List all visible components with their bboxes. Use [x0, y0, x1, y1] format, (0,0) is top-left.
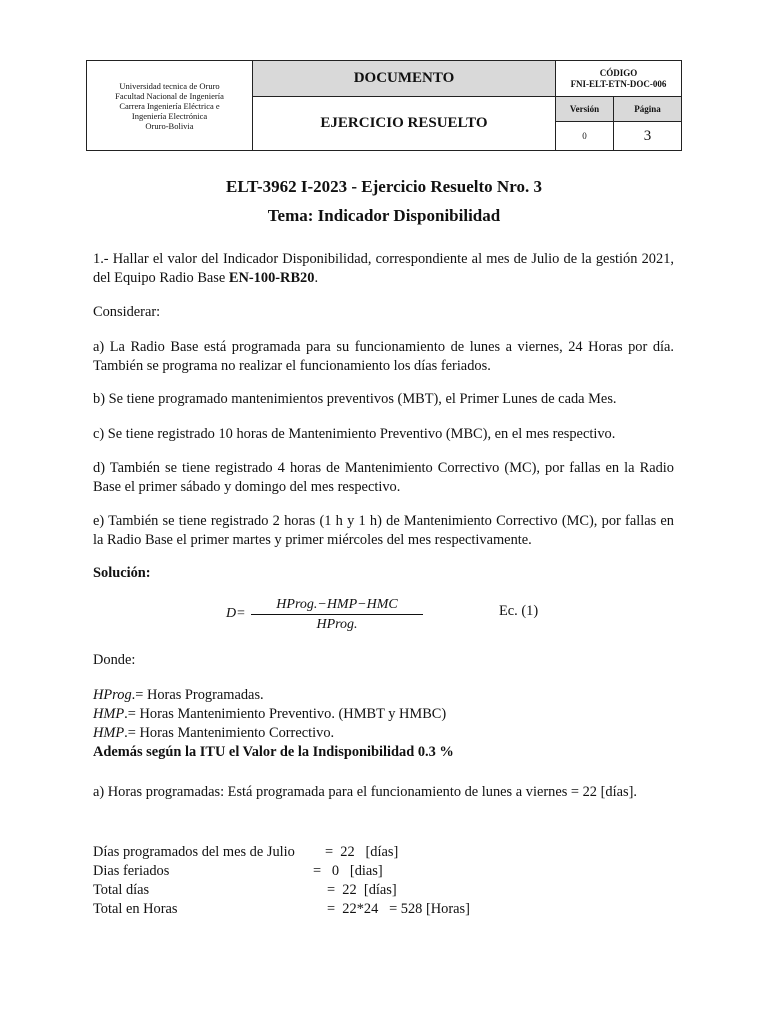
- definition-item: [93, 686, 693, 705]
- code-cell: [556, 61, 681, 97]
- equation-numerator: HProg.−HMP−HMC: [251, 597, 423, 615]
- equipment-code: EN-100-RB20: [228, 270, 315, 286]
- version-label: Versión: [556, 97, 614, 122]
- definition-item: [93, 724, 693, 743]
- item-c: c) Se tiene registrado 10 horas de Mantenimiento Preventivo (MBC), en el mes respectivo.: [93, 426, 616, 442]
- equation-denominator: HProg.: [316, 617, 358, 632]
- definition-text: .= Horas Mantenimiento Correctivo.: [124, 725, 335, 741]
- university-line: Ingeniería Electrónica: [131, 110, 208, 121]
- definition-text: .= Horas Programadas.: [131, 687, 264, 703]
- university-info: [87, 61, 253, 150]
- table-row: [93, 843, 513, 862]
- row-label: Total días: [93, 882, 150, 898]
- university-line: Facultad Nacional de Ingeniería: [115, 90, 224, 101]
- solucion-label: Solución:: [93, 565, 151, 581]
- problem-intro: 1.- Hallar el valor del Indicador Disponibilidad, correspondiente al mes de Julio de la gestión 2021, del Equipo Radio Base: [93, 251, 674, 286]
- days-table: [93, 843, 513, 919]
- table-row: [93, 862, 513, 881]
- document-label: DOCUMENTO: [253, 61, 556, 97]
- table-row: [93, 900, 513, 919]
- equation-lhs: D=: [226, 606, 246, 621]
- document-title: ELT-3962 I-2023 - Ejercicio Resuelto Nro. 3: [226, 177, 542, 196]
- document-header-table: [86, 60, 682, 151]
- code-label: CÓDIGO: [599, 67, 638, 78]
- donde-label: Donde:: [93, 652, 136, 668]
- row-label: Dias feriados: [93, 863, 170, 879]
- document-subtitle: Tema: Indicador Disponibilidad: [267, 206, 501, 225]
- definition-text: .= Horas Mantenimiento Preventivo. (HMBT y HMBC): [124, 706, 447, 722]
- problem-statement: [93, 250, 674, 288]
- row-value: = 22 [días]: [325, 844, 399, 860]
- definition-symbol: HMP: [93, 725, 125, 741]
- problem-intro-end: .: [314, 270, 319, 286]
- version-value: 0: [556, 122, 614, 150]
- definition-symbol: HMP: [93, 706, 125, 722]
- page-label: Página: [614, 97, 681, 122]
- item-d: d) También se tiene registrado 4 horas de Mantenimiento Correctivo (MC), por fallas en la Radio Base el primer sábado y domingo del mes respectivo.: [93, 460, 674, 495]
- definition-symbol: HProg: [93, 687, 132, 703]
- university-line: Carrera Ingeniería Eléctrica e: [119, 100, 220, 111]
- definition-item: [93, 705, 693, 724]
- equation-fraction: [251, 597, 423, 633]
- row-value: = 0 [dias]: [313, 863, 383, 879]
- equation-number: Ec. (1): [499, 603, 539, 619]
- row-label: Total en Horas: [93, 901, 178, 917]
- definitions-list: [93, 686, 693, 762]
- table-row: [93, 881, 513, 900]
- item-e: e) También se tiene registrado 2 horas (1 h y 1 h) de Mantenimiento Correctivo (MC), por fallas en la Radio Base el primer martes y primer miércoles del mes respectivamente.: [93, 513, 674, 548]
- exercise-label: EJERCICIO RESUELTO: [253, 97, 556, 150]
- hours-programmed-text: a) Horas programadas: Está programada para el funcionamiento de lunes a viernes = 22 [días].: [93, 784, 637, 800]
- page-value: 3: [643, 127, 652, 144]
- row-label: Días programados del mes de Julio: [93, 844, 295, 860]
- item-a: a) La Radio Base está programada para su funcionamiento de lunes a viernes, 24 Horas por día. También se programa no realizar el funcionamiento los días feriados.: [93, 339, 674, 374]
- row-value: = 22 [días]: [327, 882, 397, 898]
- item-b: b) Se tiene programado mantenimientos preventivos (MBT), el Primer Lunes de cada Mes.: [93, 391, 617, 407]
- university-line: Oruro-Bolivia: [145, 120, 194, 131]
- code-value: FNI-ELT-ETN-DOC-006: [570, 78, 667, 89]
- itu-note: Además según la ITU el Valor de la Indisponibilidad 0.3 %: [93, 744, 454, 760]
- university-line: Universidad tecnica de Oruro: [119, 80, 220, 91]
- considerar-label: Considerar:: [93, 304, 161, 320]
- row-value: = 22*24 = 528 [Horas]: [327, 901, 470, 917]
